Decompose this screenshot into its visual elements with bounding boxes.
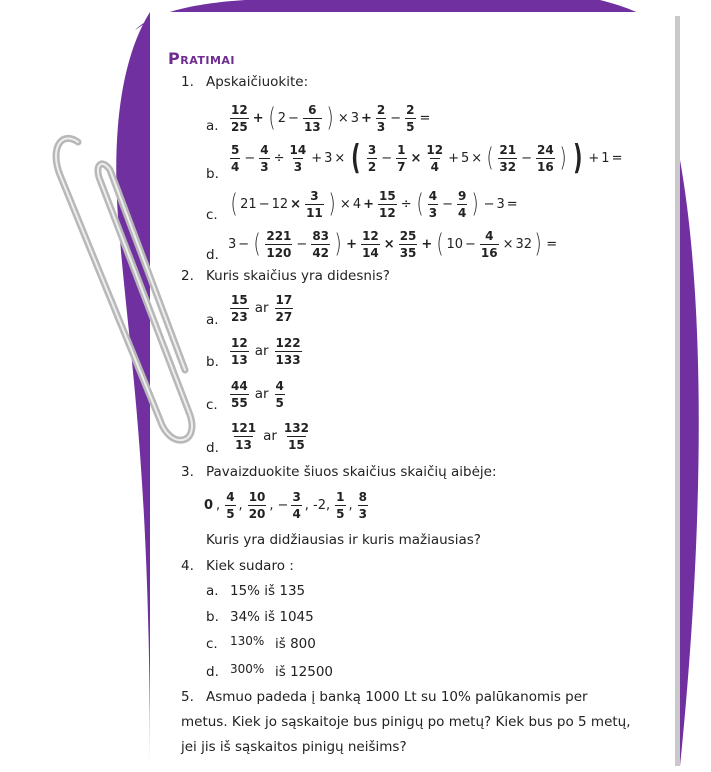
ex3-text: Pavaizduokite šiuos skaičius skaičių aibėje:	[206, 464, 497, 480]
ex2-c-letter: c.	[206, 397, 218, 413]
ex4-c-percent: 130%	[230, 634, 265, 648]
ex3-question: Kuris yra didžiausias ir kuris mažiausias?	[206, 532, 481, 548]
ex4-b-letter: b.	[206, 609, 219, 625]
ex5-line-2: metus. Kiek jo sąskaitoje bus pinigų po metų? Kiek bus po 5 metų,	[181, 714, 631, 730]
ex5-line-3: jei jis iš sąskaitos pinigų neišims?	[181, 739, 407, 755]
ex1-d-letter: d.	[206, 247, 219, 263]
ex2-text: Kuris skaičius yra didesnis?	[206, 268, 390, 284]
ex1-a-letter: a.	[206, 118, 219, 134]
purple-swoosh-right	[680, 160, 699, 766]
ex4-a-text: 15% iš 135	[230, 583, 306, 599]
ex1-number: 1.	[181, 74, 194, 90]
ex3-number: 3.	[181, 464, 194, 480]
ex2-a-pair: 15 23 ar 17 27	[231, 292, 293, 324]
ex4-d-text: iš 12500	[275, 664, 334, 680]
ex4-text: Kiek sudaro :	[206, 558, 294, 574]
ex4-number: 4.	[181, 558, 194, 574]
ex1-d-expression: 3 − ( 221 120 − $\frac{83}{42}$ ) + $\frac{12}{14}$ × $\frac{25}{35}$ + ( 10 − $\frac{4}{16}$ × 32 ) =	[228, 228, 558, 260]
paperclip-icon	[50, 120, 200, 460]
ex4-d-letter: d.	[206, 664, 219, 680]
ex1-a-expression: 12 25 + ( 2 − $\frac{6}{13}$ ) × 3 + $\frac{2}{3}$ − $\frac{2}{5}$ =	[231, 102, 431, 134]
ex4-a-letter: a.	[206, 583, 219, 599]
ex2-b-letter: b.	[206, 354, 219, 370]
ex2-number: 2.	[181, 268, 194, 284]
ex4-c-text: iš 800	[275, 636, 316, 652]
ex1-c-letter: c.	[206, 207, 218, 223]
ex2-d-pair: 121 13 ar 132 15	[231, 420, 309, 452]
ex2-b-pair: 12 13 ar 122 133	[231, 335, 301, 367]
ex1-b-expression: 5 4 − $\frac{4}{3}$ ÷ $\frac{14}{3}$ + 3 × ( 3 2 − $\frac{1}{7}$ × $\frac{12}{4}$ + 5 × ( 21 32 − $\frac{24}{16}$ ) ) + 1 =	[231, 138, 623, 178]
ex1-b-letter: b.	[206, 166, 219, 182]
page-title: Pratimai	[168, 49, 236, 68]
ex3-number-list: 0 , 4 5 , 10 20 , − $\frac{3}{4}$ , -2, 1 5 , 8 3	[204, 489, 368, 521]
ex4-b-text: 34% iš 1045	[230, 609, 314, 625]
ex2-c-pair: 44 55 ar 4 5	[231, 378, 284, 410]
ex5-number: 5.	[181, 689, 194, 705]
ex5-line-1: Asmuo padeda į banką 1000 Lt su 10% palūkanomis per	[206, 689, 588, 705]
ex4-c-letter: c.	[206, 636, 218, 652]
ex1-text: Apskaičiuokite:	[206, 74, 309, 90]
ex1-c-expression: ( 21 − 12 × $\frac{3}{11}$ ) × 4 + $\frac{15}{12}$ ÷ ( 4 3 − $\frac{9}{4}$ ) − 3 =	[230, 188, 518, 220]
ex4-d-percent: 300%	[230, 662, 265, 676]
ex2-a-letter: a.	[206, 312, 219, 328]
ex2-d-letter: d.	[206, 440, 219, 456]
page-edge	[675, 16, 680, 766]
